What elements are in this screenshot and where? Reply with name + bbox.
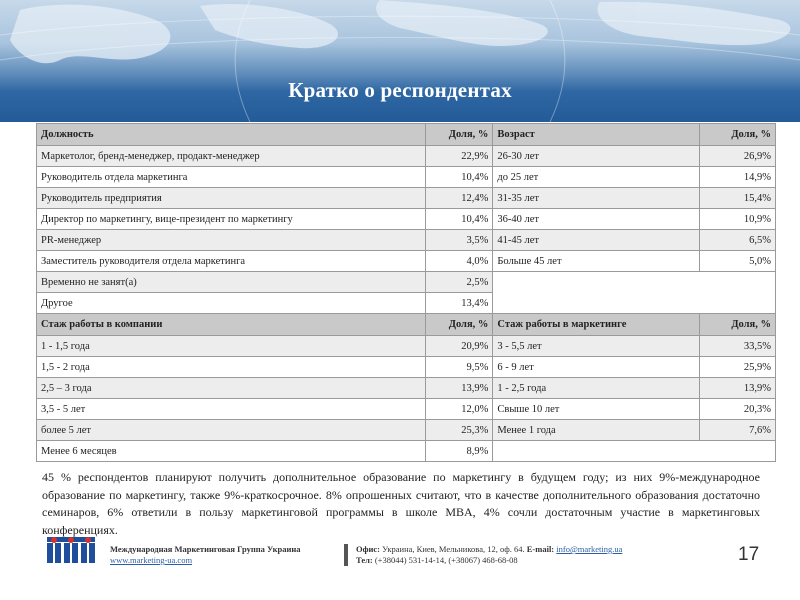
office-text: Украина, Киев, Мельникова, 12, оф. 64.	[382, 544, 525, 554]
table-cell: Другое	[37, 293, 426, 314]
table-row	[37, 399, 776, 420]
table-cell: 5,0%	[700, 251, 776, 272]
table-cell: 1,5 - 2 года	[37, 357, 426, 378]
table-cell: 2,5%	[426, 272, 493, 293]
table-cell: 33,5%	[700, 336, 776, 357]
column-header: Стаж работы в компании	[37, 314, 426, 336]
table-cell: до 25 лет	[493, 167, 700, 188]
world-map-background	[0, 0, 800, 122]
title-banner	[0, 0, 800, 122]
office-address	[356, 544, 622, 554]
table-cell: более 5 лет	[37, 420, 426, 441]
table-cell: 2,5 – 3 года	[37, 378, 426, 399]
empty-cell	[493, 441, 776, 462]
table-cell: 4,0%	[426, 251, 493, 272]
table-cell: 8,9%	[426, 441, 493, 462]
table-cell: 14,9%	[700, 167, 776, 188]
table-row	[37, 146, 776, 167]
table-row	[37, 420, 776, 441]
table-cell: 15,4%	[700, 188, 776, 209]
table-row	[37, 209, 776, 230]
table-cell: Маркетолог, бренд-менеджер, продакт-менеджер	[37, 146, 426, 167]
table-cell: 25,9%	[700, 357, 776, 378]
table-cell: 1 - 2,5 года	[493, 378, 700, 399]
table-cell: 3 - 5,5 лет	[493, 336, 700, 357]
table-cell: 13,4%	[426, 293, 493, 314]
table-cell: Менее 1 года	[493, 420, 700, 441]
table-cell: 10,4%	[426, 167, 493, 188]
table-header-row	[37, 314, 776, 336]
table-cell: 25,3%	[426, 420, 493, 441]
footer-divider	[344, 544, 348, 566]
column-header: Доля, %	[700, 124, 776, 146]
page-number: 17	[738, 544, 760, 565]
column-header: Должность	[37, 124, 426, 146]
column-header: Доля, %	[426, 314, 493, 336]
table-cell: 36-40 лет	[493, 209, 700, 230]
table-cell: 3,5%	[426, 230, 493, 251]
column-header: Возраст	[493, 124, 700, 146]
table-cell: 20,3%	[700, 399, 776, 420]
table-cell: 9,5%	[426, 357, 493, 378]
summary-paragraph: 45 % респондентов планируют получить дополнительное образование по маркетингу в будущем году; из них 9%-международное образование по маркетингу, также 9%-краткосрочное. 8% опрошенных считают, что в качестве дополнительного образования достаточно семинаров, 6% ответили в пользу маркетинговой программы в школе MBA, 4% сочли достаточным участие в маркетинговых конференциях.	[42, 470, 760, 537]
table-cell: 20,9%	[426, 336, 493, 357]
respondents-table	[36, 123, 776, 462]
table-cell: 6,5%	[700, 230, 776, 251]
email-link[interactable]: info@marketing.ua	[556, 544, 623, 554]
table-cell: Заместитель руководителя отдела маркетинга	[37, 251, 426, 272]
table-row	[37, 251, 776, 272]
column-header: Доля, %	[426, 124, 493, 146]
table-cell: 41-45 лет	[493, 230, 700, 251]
table-cell: 12,4%	[426, 188, 493, 209]
column-header: Стаж работы в маркетинге	[493, 314, 700, 336]
table-row	[37, 272, 776, 293]
table-cell: Руководитель предприятия	[37, 188, 426, 209]
column-header: Доля, %	[700, 314, 776, 336]
table-row	[37, 188, 776, 209]
table-row	[37, 357, 776, 378]
table-cell: 26-30 лет	[493, 146, 700, 167]
company-logo	[45, 535, 99, 565]
table-cell: 31-35 лет	[493, 188, 700, 209]
table-cell: 10,9%	[700, 209, 776, 230]
table-cell: Временно не занят(а)	[37, 272, 426, 293]
table-cell: 7,6%	[700, 420, 776, 441]
empty-cell	[493, 272, 776, 314]
table-row	[37, 336, 776, 357]
table-cell: Свыше 10 лет	[493, 399, 700, 420]
table-cell: Больше 45 лет	[493, 251, 700, 272]
table-cell: 13,9%	[700, 378, 776, 399]
table-cell: 13,9%	[426, 378, 493, 399]
table-cell: PR-менеджер	[37, 230, 426, 251]
table-cell: 1 - 1,5 года	[37, 336, 426, 357]
website-link[interactable]: www.marketing-ua.com	[110, 555, 193, 565]
table-cell: 22,9%	[426, 146, 493, 167]
table-cell: 3,5 - 5 лет	[37, 399, 426, 420]
table-cell: 6 - 9 лет	[493, 357, 700, 378]
table-row	[37, 441, 776, 462]
email-label: E-mail:	[526, 544, 555, 554]
table-row	[37, 378, 776, 399]
phones-label: Тел:	[356, 555, 373, 565]
table-header-row	[37, 124, 776, 146]
office-label: Офис:	[356, 544, 380, 554]
table-cell: Менее 6 месяцев	[37, 441, 426, 462]
table-cell: 26,9%	[700, 146, 776, 167]
phone-numbers	[356, 555, 518, 565]
table-cell: Директор по маркетингу, вице-президент по маркетингу	[37, 209, 426, 230]
phones-text: (+38044) 531-14-14, (+38067) 468-68-08	[374, 555, 518, 565]
page-title: Кратко о респондентах	[288, 78, 512, 102]
table-row	[37, 230, 776, 251]
table-row	[37, 167, 776, 188]
table-cell: 12,0%	[426, 399, 493, 420]
table-cell: 10,4%	[426, 209, 493, 230]
organization-name: Международная Маркетинговая Группа Украина	[110, 544, 301, 554]
table-cell: Руководитель отдела маркетинга	[37, 167, 426, 188]
